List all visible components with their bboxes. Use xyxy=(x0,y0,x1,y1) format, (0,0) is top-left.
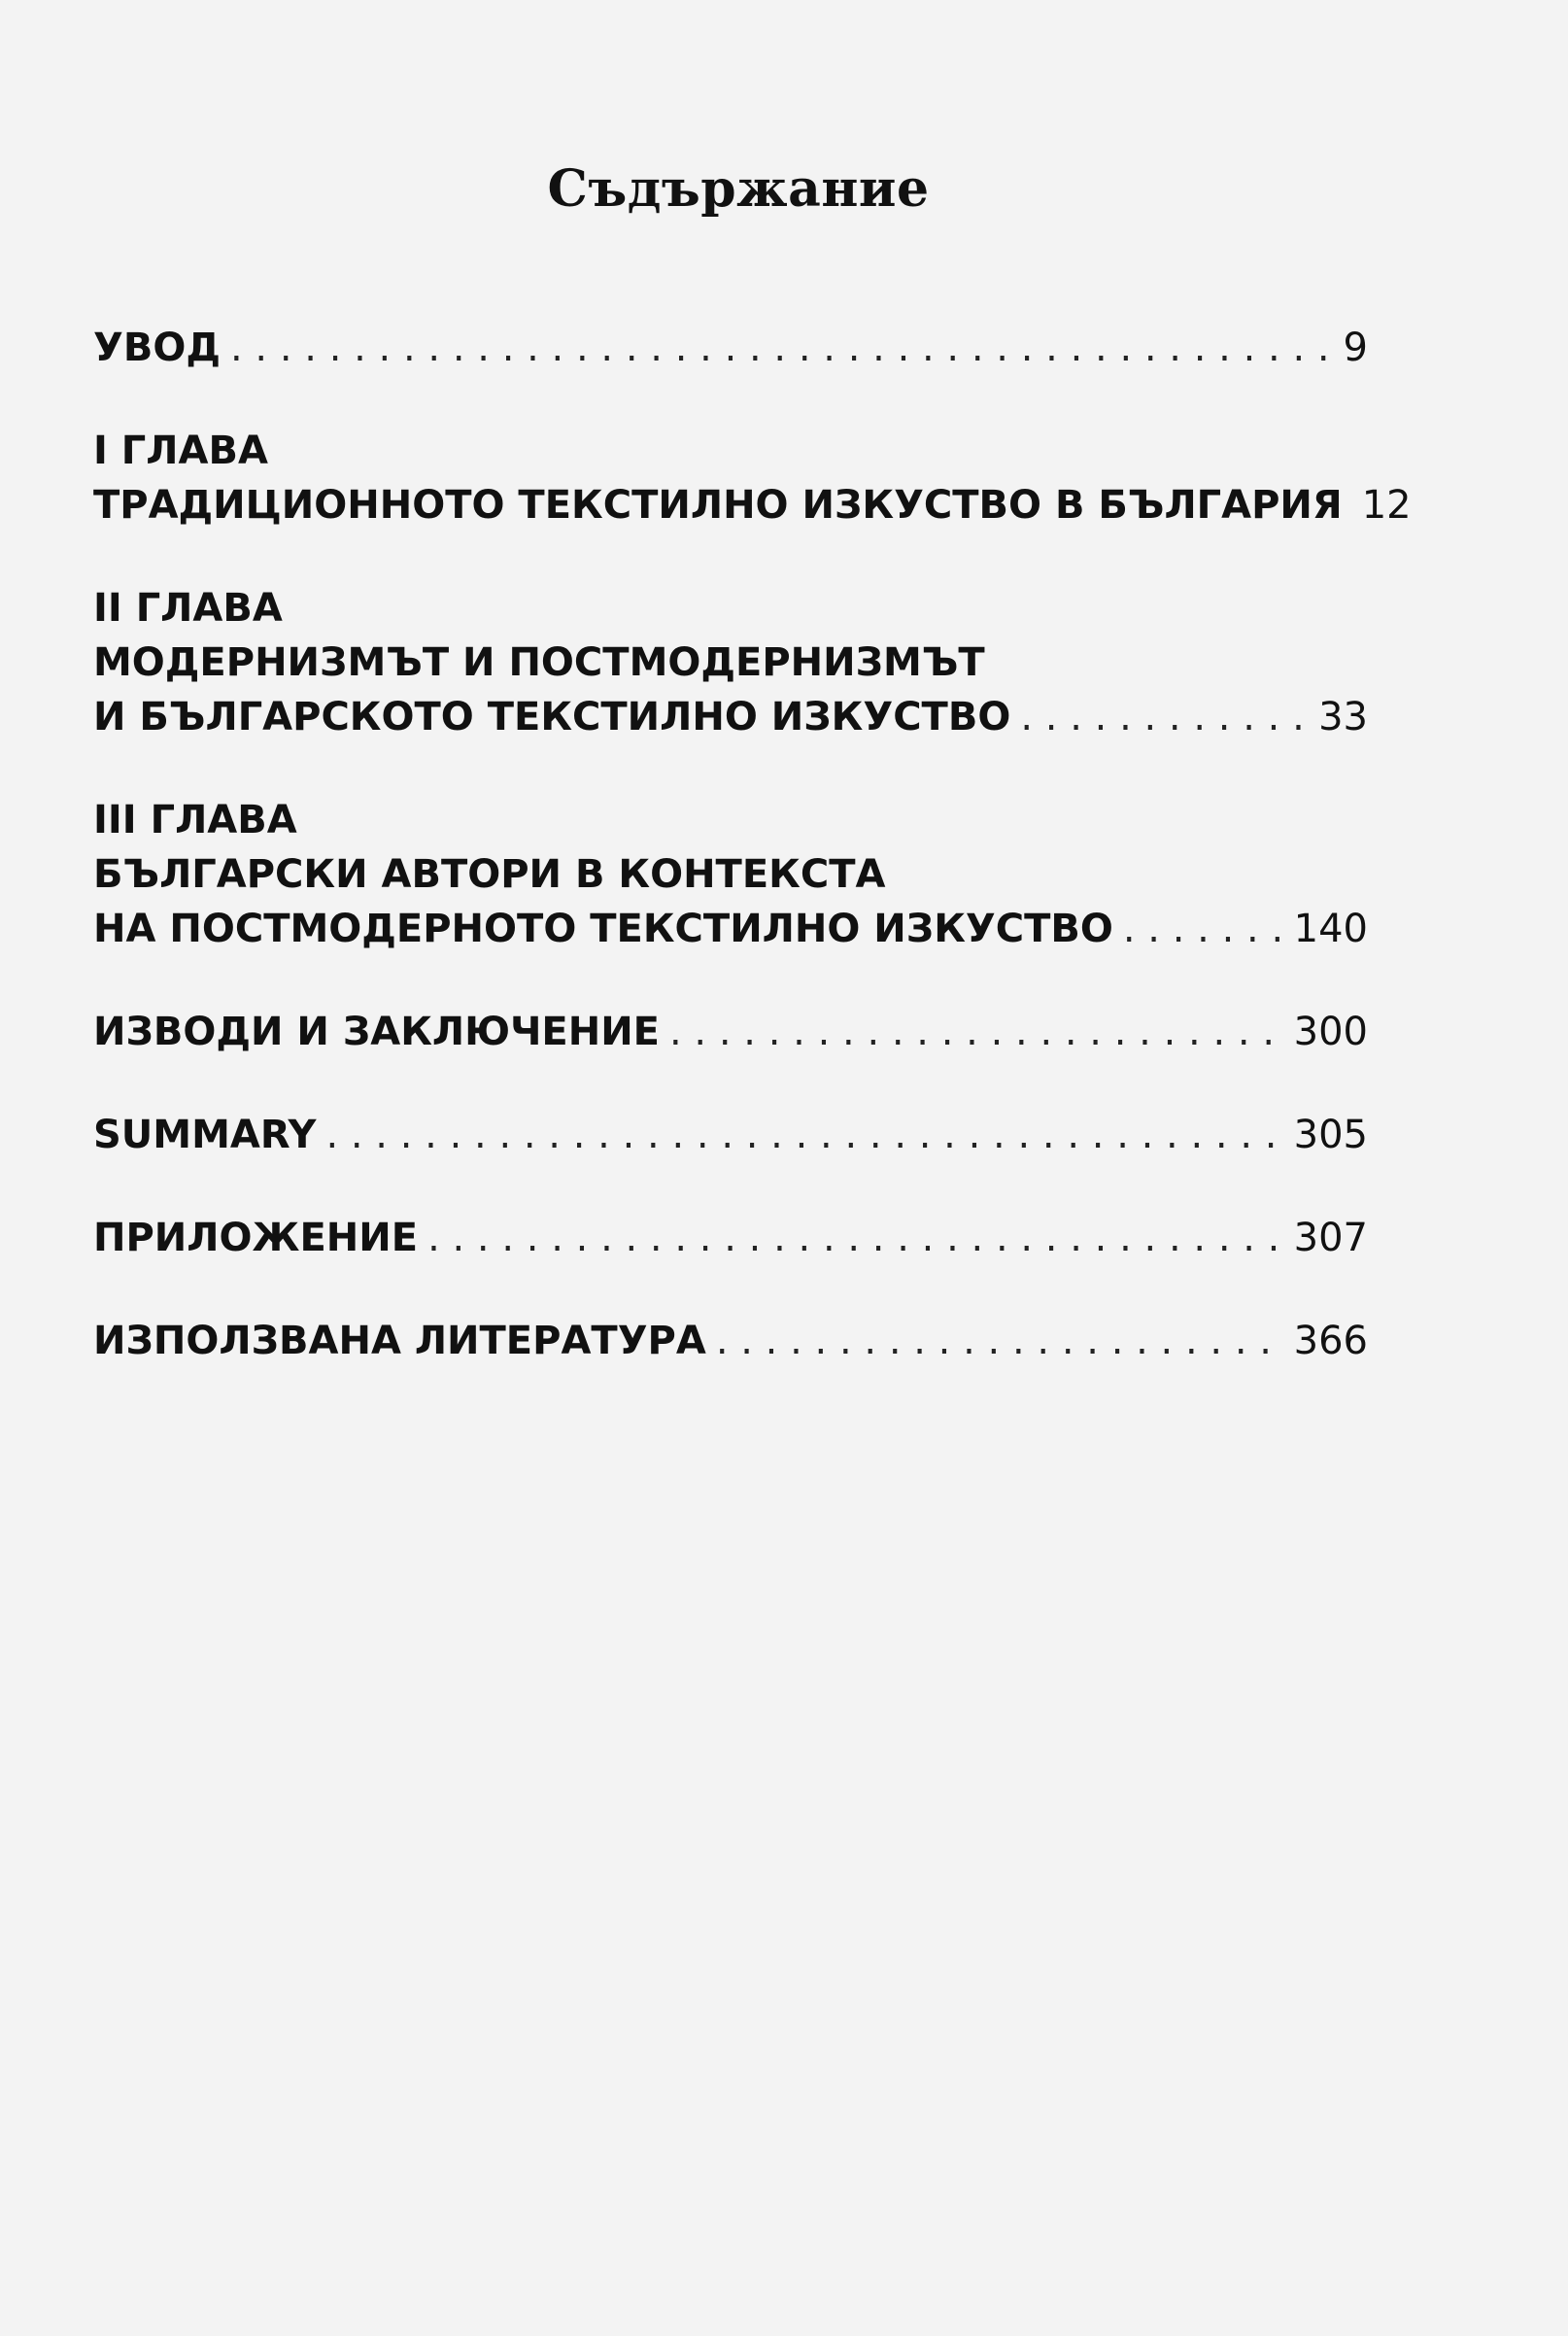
toc-entry-title: НА ПОСТМОДЕРНОТО ТЕКСТИЛНО ИЗКУСТВО xyxy=(93,907,1113,951)
toc-page-number: 366 xyxy=(1293,1319,1368,1363)
toc-entry-title: И БЪЛГАРСКОТО ТЕКСТИЛНО ИЗКУСТВО xyxy=(93,695,1011,739)
toc-entry-title: УВОД xyxy=(93,326,221,370)
toc-page-number: 140 xyxy=(1293,907,1368,951)
toc-entry-chapter-1 xyxy=(93,424,1412,532)
table-of-contents xyxy=(93,321,1412,1417)
toc-entry-chapter-2 xyxy=(93,581,1368,744)
dot-leader xyxy=(1123,902,1284,956)
dot-leader xyxy=(716,1314,1284,1368)
toc-leader-line xyxy=(93,1314,1368,1368)
toc-entry-chapter-3 xyxy=(93,793,1368,956)
toc-chapter-label: III ГЛАВА xyxy=(93,798,297,842)
toc-entry-introduction xyxy=(93,321,1368,375)
toc-entry-bibliography xyxy=(93,1314,1368,1368)
toc-entry-conclusions xyxy=(93,1005,1368,1059)
toc-entry-title: ТРАДИЦИОННОТО ТЕКСТИЛНО ИЗКУСТВО В БЪЛГАРИЯ xyxy=(93,483,1343,528)
toc-page-number: 12 xyxy=(1361,483,1412,528)
toc-leader-line xyxy=(93,1005,1368,1059)
toc-leader-line xyxy=(93,478,1412,532)
toc-entry-title-line: МОДЕРНИЗМЪТ И ПОСТМОДЕРНИЗМЪТ xyxy=(93,640,985,685)
toc-chapter-label: I ГЛАВА xyxy=(93,429,268,473)
toc-entry-title: SUMMARY xyxy=(93,1113,317,1157)
toc-leader-line xyxy=(93,321,1368,375)
toc-leader-line xyxy=(93,902,1368,956)
toc-entry-summary xyxy=(93,1108,1368,1162)
dot-leader xyxy=(325,1108,1283,1162)
toc-page-number: 33 xyxy=(1318,695,1368,739)
toc-entry-title: ПРИЛОЖЕНИЕ xyxy=(93,1216,419,1260)
dot-leader xyxy=(427,1211,1284,1265)
toc-page-number: 307 xyxy=(1293,1216,1368,1260)
toc-page-number: 300 xyxy=(1293,1010,1368,1054)
dot-leader xyxy=(669,1005,1284,1059)
toc-entry-appendix xyxy=(93,1211,1368,1265)
toc-entry-title: ИЗПОЛЗВАНА ЛИТЕРАТУРА xyxy=(93,1319,706,1363)
toc-entry-title: ИЗВОДИ И ЗАКЛЮЧЕНИЕ xyxy=(93,1010,660,1054)
page-title: Съдържание xyxy=(547,159,930,219)
toc-leader-line xyxy=(93,1211,1368,1265)
dot-leader xyxy=(1020,690,1309,744)
toc-leader-line xyxy=(93,1108,1368,1162)
toc-page-number: 9 xyxy=(1343,326,1368,370)
toc-chapter-label: II ГЛАВА xyxy=(93,586,283,631)
toc-entry-title-line: БЪЛГАРСКИ АВТОРИ В КОНТЕКСТА xyxy=(93,852,886,897)
dot-leader xyxy=(230,321,1334,375)
toc-leader-line xyxy=(93,690,1368,744)
toc-page-number: 305 xyxy=(1293,1113,1368,1157)
